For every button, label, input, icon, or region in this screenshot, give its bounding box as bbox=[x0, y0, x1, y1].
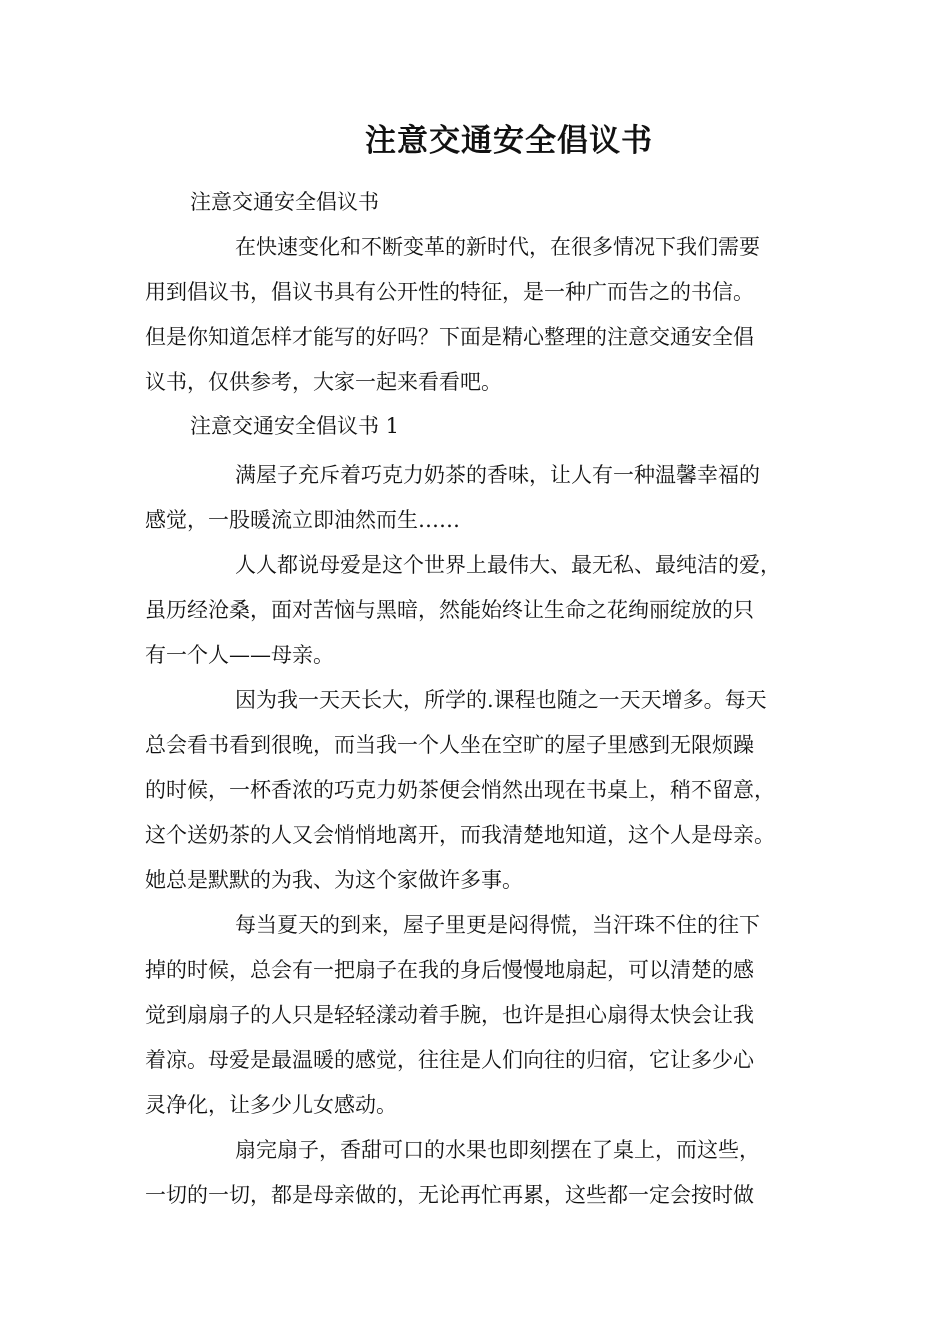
paragraph-line: 她总是默默的为我、为这个家做许多事。 bbox=[145, 868, 523, 892]
subtitle-line: 注意交通安全倡议书 bbox=[190, 190, 379, 214]
paragraph-line: 用到倡议书，倡议书具有公开性的特征，是一种广而告之的书信。 bbox=[145, 280, 754, 304]
paragraph-line: 有一个人——母亲。 bbox=[145, 643, 334, 667]
paragraph-line: 一切的一切，都是母亲做的，无论再忙再累，这些都一定会按时做 bbox=[145, 1183, 754, 1207]
paragraph-line: 灵净化，让多少儿女感动。 bbox=[145, 1093, 397, 1117]
paragraph-line: 的时候，一杯香浓的巧克力奶茶便会悄然出现在书桌上，稍不留意， bbox=[145, 778, 775, 802]
paragraph-line: 扇完扇子，香甜可口的水果也即刻摆在了桌上，而这些， bbox=[235, 1138, 760, 1162]
paragraph-line: 这个送奶茶的人又会悄悄地离开，而我清楚地知道，这个人是母亲。 bbox=[145, 823, 775, 847]
paragraph-line: 虽历经沧桑，面对苦恼与黑暗，然能始终让生命之花绚丽绽放的只 bbox=[145, 598, 754, 622]
paragraph-line: 人人都说母爱是这个世界上最伟大、最无私、最纯洁的爱， bbox=[235, 553, 781, 577]
paragraph-line: 觉到扇扇子的人只是轻轻漾动着手腕，也许是担心扇得太快会让我 bbox=[145, 1003, 754, 1027]
paragraph-line: 着凉。母爱是最温暖的感觉，往往是人们向往的归宿，它让多少心 bbox=[145, 1048, 754, 1072]
paragraph-line: 每当夏天的到来，屋子里更是闷得慌，当汗珠不住的往下 bbox=[235, 913, 760, 937]
paragraph-line: 因为我一天天长大，所学的.课程也随之一天天增多。每天 bbox=[235, 688, 767, 712]
paragraph-line: 议书，仅供参考，大家一起来看看吧。 bbox=[145, 370, 502, 394]
paragraph-line: 总会看书看到很晚，而当我一个人坐在空旷的屋子里感到无限烦躁 bbox=[145, 733, 754, 757]
section-heading: 注意交通安全倡议书 1 bbox=[190, 414, 400, 438]
paragraph-line: 掉的时候，总会有一把扇子在我的身后慢慢地扇起，可以清楚的感 bbox=[145, 958, 754, 982]
document-title: 注意交通安全倡议书 bbox=[365, 123, 653, 159]
paragraph-line: 满屋子充斥着巧克力奶茶的香味，让人有一种温馨幸福的 bbox=[235, 463, 760, 487]
paragraph-line: 在快速变化和不断变革的新时代，在很多情况下我们需要 bbox=[235, 235, 760, 259]
paragraph-line: 感觉，一股暖流立即油然而生…… bbox=[145, 508, 460, 532]
paragraph-line: 但是你知道怎样才能写的好吗？下面是精心整理的注意交通安全倡 bbox=[145, 325, 754, 349]
